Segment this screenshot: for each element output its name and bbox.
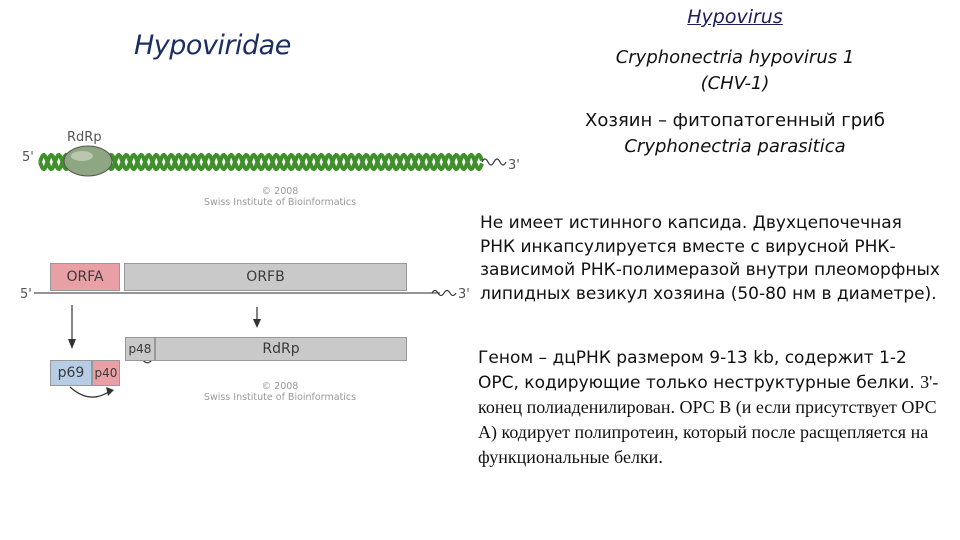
copyright-bottom-1: © 2008: [261, 381, 299, 392]
copyright-top-1: © 2008: [261, 186, 299, 197]
five-prime-bottom: 5': [20, 287, 32, 302]
host-species: Cryphonectria parasitica: [624, 136, 846, 157]
three-prime-top: 3': [508, 158, 520, 173]
p40-box: p40: [92, 360, 120, 386]
orfb-arrowhead: [253, 319, 261, 328]
rdrp-blob-highlight: [71, 151, 93, 161]
copyright-top-2: Swiss Institute of Bioinformatics: [203, 197, 357, 208]
host-prefix: Хозяин – фитопатогенный гриб: [585, 110, 885, 131]
orfa-arrowhead: [68, 339, 76, 349]
genus-label: Hypovirus: [687, 6, 783, 28]
genome-map-figure: [20, 255, 550, 415]
five-prime-top: 5': [22, 150, 34, 165]
genome-helix-figure: [20, 120, 550, 215]
three-prime-bottom: 3': [458, 287, 470, 302]
species-label: Cryphonectria hypovirus 1 (CHV-1): [615, 47, 855, 94]
capsid-paragraph: Не имеет истинного капсида. Двухцепочечная РНК инкапсулируется вместе с вирусной РНК-зависимой РНК-полимеразой внутри плеоморфных липидных везикул хозяина (50-80 нм в диаметре).: [480, 213, 940, 304]
host-description: [585, 108, 885, 160]
p48-box: p48: [125, 337, 155, 361]
genome-text-part2: 3'-конец полиаденилирован. ОРС B (и если присутствует ОРС A) кодирует полипротеин, который после расщепляется на функциональные белки.: [478, 372, 939, 467]
rdrp-box: RdRp: [155, 337, 407, 361]
copyright-bottom-2: Swiss Institute of Bioinformatics: [203, 392, 357, 403]
poly-a-tail: [482, 159, 506, 165]
genome-text-part1: Геном – дцРНК размером 9-13 kb, содержит 1-2 ОРС, кодирующие только неструктурные белки.: [478, 348, 921, 393]
rdrp-label: RdRp: [67, 130, 102, 145]
orfb-box: ORFB: [124, 263, 407, 291]
rdrp-blob: [64, 146, 112, 176]
p69-cleavage-arrow: [70, 387, 110, 397]
p69-cleavage-arrowhead: [106, 387, 114, 396]
orfa-box: ORFA: [50, 263, 120, 291]
p69-box: p69: [50, 360, 92, 386]
family-title: Hypoviridae: [134, 30, 291, 61]
